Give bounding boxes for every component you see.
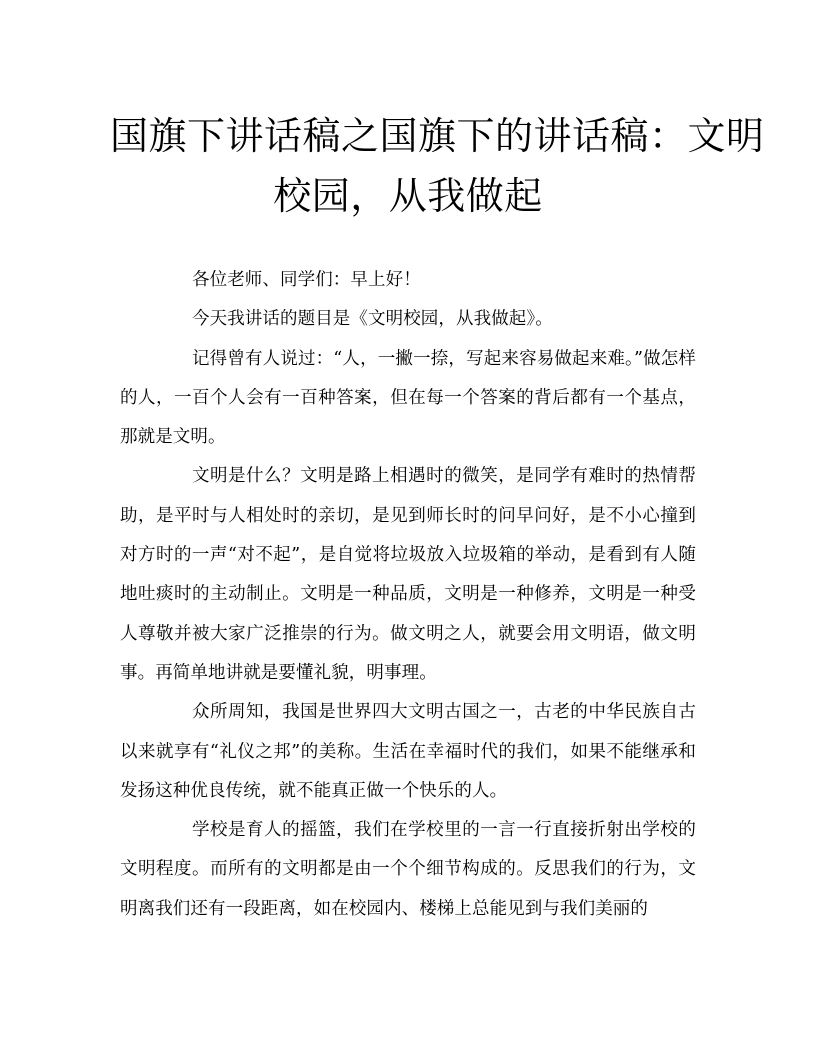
paragraph-tradition: 众所周知，我国是世界四大文明古国之一，古老的中华民族自古以来就享有“礼仪之邦”的美称。生活在幸福时代的我们，如果不能继承和发扬这种优良传统，就不能真正做一个快乐的人。 [120,702,696,801]
paragraph-school: 学校是育人的摇篮，我们在学校里的一言一行直接折射出学校的文明程度。而所有的文明都是由一个个细节构成的。反思我们的行为，文明离我们还有一段距离，如在校园内、楼梯上总能见到与我们美丽的 [120,820,696,919]
paragraph-greeting: 各位老师、同学们：早上好！ [192,270,421,290]
document-body [120,261,696,929]
title-line-2: 校园，从我做起 [273,174,543,218]
title-line-1: 国旗下讲话稿之国旗下的讲话稿：文明 [110,114,765,158]
paragraph-topic: 今天我讲话的题目是《文明校园，从我做起》。 [192,309,553,330]
paragraph-what-is-civility: 文明是什么？文明是路上相遇时的微笑，是同学有难时的热情帮助，是平时与人相处时的亲切，是见到师长时的问早问好，是不小心撞到对方时的一声“对不起”，是自觉将垃圾放入垃圾箱的举动，是看到有人随地吐痰时的主动制止。文明是一种品质，文明是一种修养，文明是一种受人尊敬并被大家广泛推崇的行为。做文明之人，就要会用文明语，做文明事。再简单地讲就是要懂礼貌，明事理。 [120,466,696,683]
paragraph-quote: 记得曾有人说过：“人，一撇一捺，写起来容易做起来难。”做怎样的人，一百个人会有一百种答案，但在每一个答案的背后都有一个基点，那就是文明。 [120,348,697,448]
document-title [110,106,765,226]
